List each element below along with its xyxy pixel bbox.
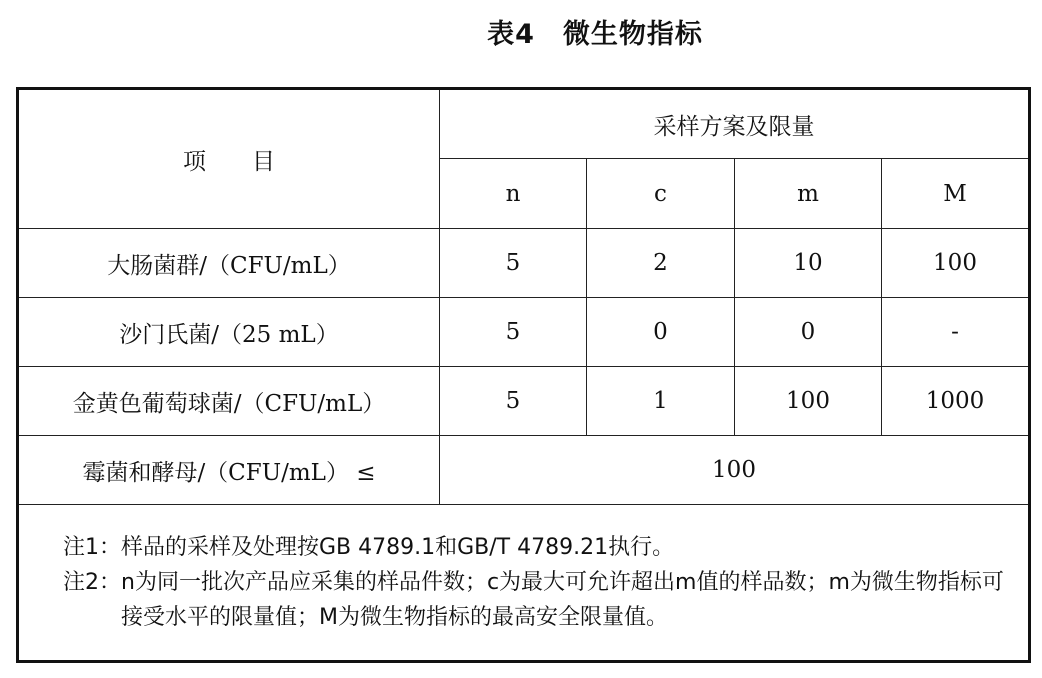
cell-m: 100 bbox=[735, 367, 882, 436]
table-row bbox=[18, 367, 1030, 436]
cell-M: 1000 bbox=[882, 367, 1030, 436]
table-row-mold-yeast bbox=[18, 436, 1030, 505]
table-number: 表4 bbox=[487, 19, 535, 50]
notes-row bbox=[18, 505, 1030, 662]
column-header-c: c bbox=[587, 159, 735, 229]
item-header-cell: 项 目 bbox=[18, 89, 440, 229]
note-1-label: 注1： bbox=[63, 535, 121, 560]
cell-mold-yeast-value: 100 bbox=[440, 436, 1030, 505]
column-header-m: m bbox=[735, 159, 882, 229]
cell-c: 2 bbox=[587, 229, 735, 298]
note-2 bbox=[63, 565, 1008, 635]
cell-M: - bbox=[882, 298, 1030, 367]
cell-m: 0 bbox=[735, 298, 882, 367]
row-item-salmonella: 沙门氏菌/（25 mL） bbox=[18, 298, 440, 367]
table-row bbox=[18, 229, 1030, 298]
cell-M: 100 bbox=[882, 229, 1030, 298]
cell-n: 5 bbox=[440, 367, 587, 436]
row-item-coliform: 大肠菌群/（CFU/mL） bbox=[18, 229, 440, 298]
cell-c: 0 bbox=[587, 298, 735, 367]
cell-n: 5 bbox=[440, 229, 587, 298]
note-1-text: 样品的采样及处理按GB 4789.1和GB/T 4789.21执行。 bbox=[121, 535, 675, 560]
cell-m: 10 bbox=[735, 229, 882, 298]
note-2-label: 注2： bbox=[63, 570, 121, 595]
sampling-header-cell: 采样方案及限量 bbox=[440, 89, 1030, 159]
table-title bbox=[0, 12, 1042, 51]
column-header-M: M bbox=[882, 159, 1030, 229]
note-1 bbox=[63, 530, 1008, 565]
microbial-indicators-table bbox=[16, 87, 1031, 663]
row-item-staphylococcus: 金黄色葡萄球菌/（CFU/mL） bbox=[18, 367, 440, 436]
cell-n: 5 bbox=[440, 298, 587, 367]
cell-c: 1 bbox=[587, 367, 735, 436]
table-row bbox=[18, 298, 1030, 367]
notes-cell bbox=[18, 505, 1030, 662]
table-title-text: 微生物指标 bbox=[562, 19, 703, 50]
header-row-top bbox=[18, 89, 1030, 159]
note-2-text: n为同一批次产品应采集的样品件数；c为最大可允许超出m值的样品数；m为微生物指标可接受水平的限量值；M为微生物指标的最高安全限量值。 bbox=[121, 570, 1004, 630]
column-header-n: n bbox=[440, 159, 587, 229]
row-item-mold-yeast: 霉菌和酵母/（CFU/mL） ≤ bbox=[18, 436, 440, 505]
